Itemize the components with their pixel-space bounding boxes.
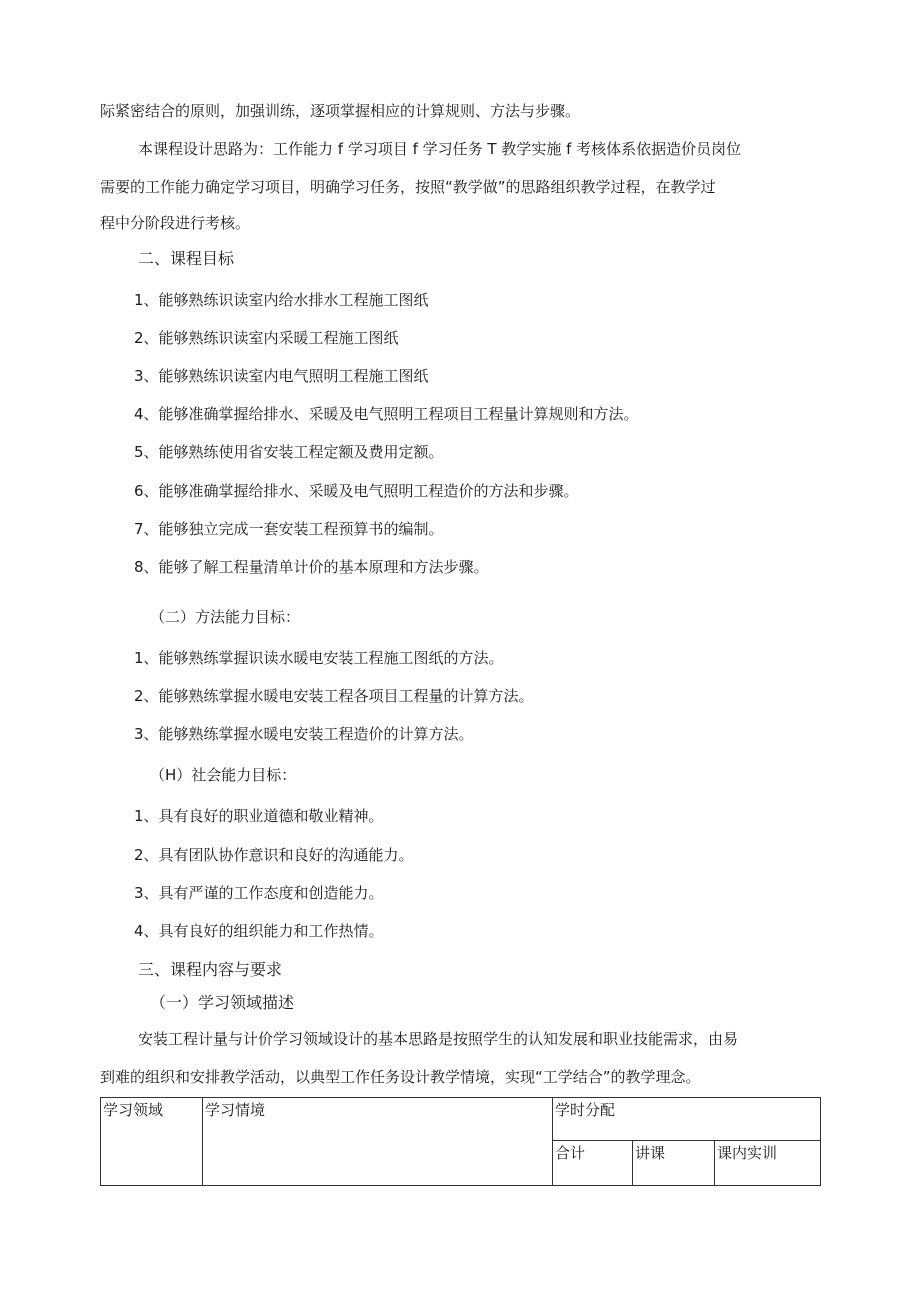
- goal-item: 5、能够熟练使用省安装工程定额及费用定额。: [134, 443, 444, 461]
- intro-line: 际紧密结合的原则，加强训练，逐项掌握相应的计算规则、方法与步骤。: [100, 102, 581, 120]
- header-in-class-training: 课内实训: [715, 1141, 821, 1186]
- design-line-3: 程中分阶段进行考核。: [100, 214, 251, 232]
- social-item: 2、具有团队协作意识和良好的沟通能力。: [134, 846, 414, 864]
- header-hours-allocation: 学时分配: [553, 1098, 821, 1141]
- goal-item: 7、能够独立完成一套安装工程预算书的编制。: [134, 520, 444, 538]
- goal-item: 2、能够熟练识读室内采暖工程施工图纸: [134, 329, 399, 347]
- method-item: 1、能够熟练掌握识读水暖电安装工程施工图纸的方法。: [134, 649, 504, 667]
- header-learning-situation: 学习情境: [203, 1098, 553, 1186]
- design-line-2: 需要的工作能力确定学习项目，明确学习任务，按照“教学做”的思路组织教学过程，在教学过: [100, 178, 716, 196]
- header-learning-domain: 学习领域: [101, 1098, 203, 1186]
- sub-heading-domain: （一）学习领域描述: [150, 993, 295, 1012]
- section-heading-goals: 二、课程目标: [138, 249, 235, 268]
- method-item: 3、能够熟练掌握水暖电安装工程造价的计算方法。: [134, 725, 474, 743]
- goal-item: 3、能够熟练识读室内电气照明工程施工图纸: [134, 367, 429, 385]
- section-heading-content: 三、课程内容与要求: [138, 960, 283, 979]
- domain-paragraph-line-1: 安装工程计量与计价学习领域设计的基本思路是按照学生的认知发展和职业技能需求，由易: [138, 1030, 739, 1048]
- goal-item: 8、能够了解工程量清单计价的基本原理和方法步骤。: [134, 558, 489, 576]
- method-heading: （二）方法能力目标：: [150, 608, 301, 626]
- header-total: 合计: [553, 1141, 633, 1186]
- goal-item: 1、能够熟练识读室内给水排水工程施工图纸: [134, 291, 429, 309]
- method-item: 2、能够熟练掌握水暖电安装工程各项目工程量的计算方法。: [134, 687, 534, 705]
- header-lecture: 讲课: [633, 1141, 715, 1186]
- social-heading: （H）社会能力目标：: [150, 766, 297, 784]
- goal-item: 4、能够准确掌握给排水、采暖及电气照明工程项目工程量计算规则和方法。: [134, 405, 639, 423]
- design-line-1: 本课程设计思路为：工作能力 f 学习项目 f 学习任务 T 教学实施 f 考核体系依据造价员岗位: [138, 140, 742, 158]
- hours-table: [100, 1097, 821, 1186]
- social-item: 4、具有良好的组织能力和工作热情。: [134, 922, 384, 940]
- social-item: 1、具有良好的职业道德和敬业精神。: [134, 807, 384, 825]
- social-item: 3、具有严谨的工作态度和创造能力。: [134, 884, 384, 902]
- goal-item: 6、能够准确掌握给排水、采暖及电气照明工程造价的方法和步骤。: [134, 482, 579, 500]
- domain-paragraph-line-2: 到难的组织和安排教学活动，以典型工作任务设计教学情境，实现“工学结合”的教学理念。: [100, 1068, 701, 1086]
